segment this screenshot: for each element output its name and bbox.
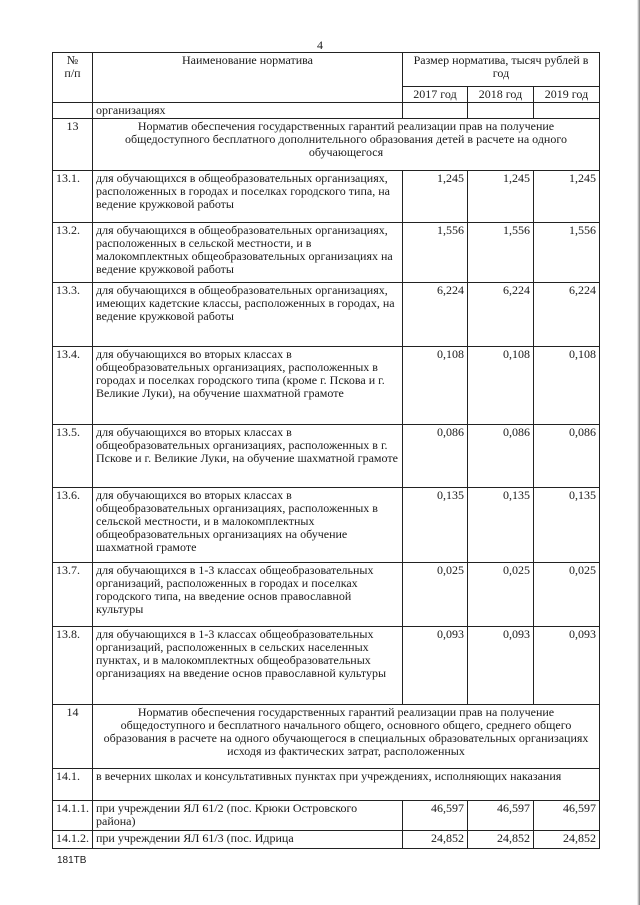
- row-name: для обучающихся в общеобразовательных организациях, имеющих кадетские классы, расположенных в городах, на ведение кружковой работы: [93, 283, 403, 347]
- value-2018: 46,597: [468, 801, 534, 831]
- table-row: [53, 283, 600, 347]
- row-name: при учреждении ЯЛ 61/2 (пос. Крюки Островского района): [93, 801, 403, 831]
- norms-table: [52, 52, 600, 849]
- value-2017: 6,224: [403, 283, 468, 347]
- table-row: [53, 831, 600, 849]
- year-2018: 2018 год: [468, 87, 534, 103]
- table-row: [53, 425, 600, 488]
- value-2018: 1,245: [468, 171, 534, 223]
- row-name: для обучающихся в 1-3 классах общеобразовательных организаций, расположенных в городах и поселках городского типа, на введение основ православной культуры: [93, 563, 403, 627]
- section-14-1-row: [53, 769, 600, 801]
- table-row: [53, 488, 600, 563]
- header-size: Размер норматива, тысяч рублей в год: [403, 53, 600, 87]
- header-row: [53, 53, 600, 87]
- table-row: [53, 801, 600, 831]
- section-14-title: Норматив обеспечения государственных гарантий реализации прав на получение общедоступного и бесплатного начального общего, основного общего, среднего общего образования в расчете на одного обучающегося в специальных образовательных организациях исходя из фактических затрат, расположенных: [93, 705, 600, 769]
- table-row: [53, 347, 600, 425]
- row-num: 13.5.: [53, 425, 93, 488]
- page-number: 4: [317, 38, 323, 52]
- value-2019: 1,245: [534, 171, 600, 223]
- value-2018: 0,086: [468, 425, 534, 488]
- row-name: для обучающихся во вторых классах в общеобразовательных организациях, расположенных в г. Пскове и г. Великие Луки, на обучение шахматной грамоте: [93, 425, 403, 488]
- table-row: [53, 223, 600, 283]
- section-14-row: [53, 705, 600, 769]
- header-num: № п/п: [53, 53, 93, 103]
- section-14-1-num: 14.1.: [53, 769, 93, 801]
- row-name: при учреждении ЯЛ 61/3 (пос. Идрица: [93, 831, 403, 849]
- value-2019: 0,025: [534, 563, 600, 627]
- value-2017: 46,597: [403, 801, 468, 831]
- value-2019: 0,093: [534, 627, 600, 705]
- value-2018: 0,135: [468, 488, 534, 563]
- year-2017: 2017 год: [403, 87, 468, 103]
- row-num: 13.8.: [53, 627, 93, 705]
- row-num: 13.6.: [53, 488, 93, 563]
- value-2017: 0,025: [403, 563, 468, 627]
- section-13-num: 13: [53, 119, 93, 171]
- value-2019: 0,108: [534, 347, 600, 425]
- value-2017: 0,108: [403, 347, 468, 425]
- value-2018: 6,224: [468, 283, 534, 347]
- value-2019: 46,597: [534, 801, 600, 831]
- row-name: для обучающихся в 1-3 классах общеобразовательных организаций, расположенных в сельских населенных пунктах, и в малокомплектных общеобразовательных организациях на введение основ православной культуры: [93, 627, 403, 705]
- table-row: [53, 627, 600, 705]
- value-2017: 0,135: [403, 488, 468, 563]
- value-2019: 6,224: [534, 283, 600, 347]
- row-num: 13.3.: [53, 283, 93, 347]
- header-name: Наименование норматива: [93, 53, 403, 103]
- value-2018: 24,852: [468, 831, 534, 849]
- value-2019: 1,556: [534, 223, 600, 283]
- continuation-text: организациях: [93, 103, 403, 119]
- row-num: 14.1.1.: [53, 801, 93, 831]
- row-num: 13.4.: [53, 347, 93, 425]
- row-name: для обучающихся во вторых классах в общеобразовательных организациях, расположенных в городах и поселках городского типа (кроме г. Пскова и г. Великие Луки), на обучение шахматной грамоте: [93, 347, 403, 425]
- value-2017: 1,556: [403, 223, 468, 283]
- row-num: 13.1.: [53, 171, 93, 223]
- row-num: 13.7.: [53, 563, 93, 627]
- value-2017: 0,086: [403, 425, 468, 488]
- row-name: для обучающихся в общеобразовательных организациях, расположенных в городах и поселках городского типа, на ведение кружковой работы: [93, 171, 403, 223]
- value-2019: 0,086: [534, 425, 600, 488]
- value-2019: 24,852: [534, 831, 600, 849]
- footer-code: 181ТВ: [57, 855, 87, 866]
- value-2018: 0,093: [468, 627, 534, 705]
- row-name: для обучающихся в общеобразовательных организациях, расположенных в сельской местности, и в малокомплектных общеобразовательных организациях на ведение кружковой работы: [93, 223, 403, 283]
- value-2018: 1,556: [468, 223, 534, 283]
- value-2017: 1,245: [403, 171, 468, 223]
- value-2019: 0,135: [534, 488, 600, 563]
- section-13-row: [53, 119, 600, 171]
- table-row: [53, 171, 600, 223]
- row-num: 14.1.2.: [53, 831, 93, 849]
- section-14-1-title: в вечерних школах и консультативных пунктах при учреждениях, исполняющих наказания: [93, 769, 600, 801]
- section-13-title: Норматив обеспечения государственных гарантий реализации прав на получение общедоступного бесплатного дополнительного образования детей в расчете на одного обучающегося: [93, 119, 600, 171]
- section-14-num: 14: [53, 705, 93, 769]
- value-2017: 0,093: [403, 627, 468, 705]
- year-2019: 2019 год: [534, 87, 600, 103]
- row-name: для обучающихся во вторых классах в общеобразовательных организациях, расположенных в сельской местности, и в малокомплектных общеобразовательных организациях на обучение шахматной грамоте: [93, 488, 403, 563]
- value-2018: 0,025: [468, 563, 534, 627]
- value-2018: 0,108: [468, 347, 534, 425]
- continuation-row: [53, 103, 600, 119]
- value-2017: 24,852: [403, 831, 468, 849]
- row-num: 13.2.: [53, 223, 93, 283]
- table-row: [53, 563, 600, 627]
